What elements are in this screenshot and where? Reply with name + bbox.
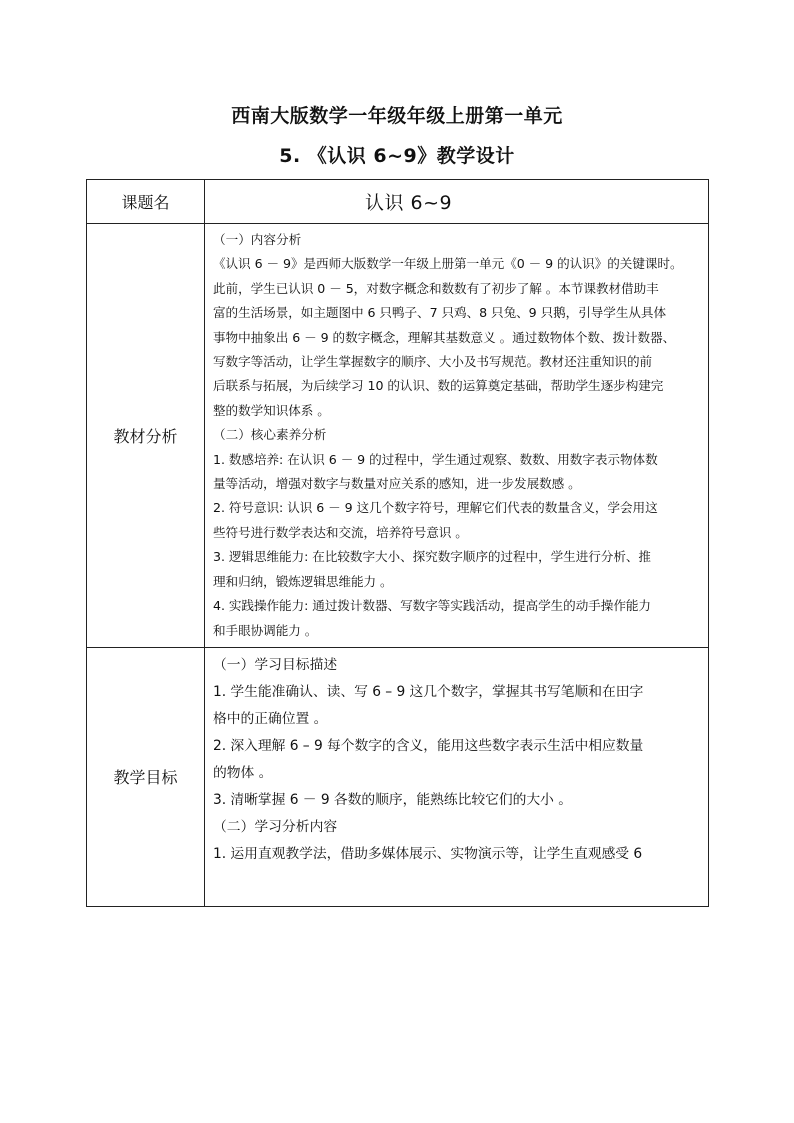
paragraph-line: 后联系与拓展，为后续学习 10 的认识、数的运算奠定基础，帮助学生逐步构建完 <box>213 378 664 394</box>
analysis-section-2-body <box>213 448 702 643</box>
document-subtitle: 5. 《认识 6~9》教学设计 <box>279 145 515 167</box>
table-row-analysis <box>87 224 709 648</box>
goals-section-2-title: （二）学习分析内容 <box>213 818 338 835</box>
goals-label: 教学目标 <box>87 647 205 906</box>
paragraph-line: 1. 数感培养: 在认识 6 － 9 的过程中，学生通过观察、数数、用数字表示物体数 <box>213 451 658 467</box>
paragraph-line: 格中的正确位置 。 <box>213 710 328 727</box>
analysis-section-1-body <box>213 252 702 423</box>
paragraph-line: 写数字等活动，让学生掌握数字的顺序、大小及书写规范。教材还注重知识的前 <box>213 354 653 370</box>
paragraph-line: 2. 符号意识: 认识 6 － 9 这几个数字符号，理解它们代表的数量含义，学会用这 <box>213 500 658 516</box>
paragraph-line: 事物中抽象出 6 － 9 的数字概念，理解其基数意义 。通过数物体个数、拨计数器、 <box>213 329 676 345</box>
paragraph-line: 此前，学生已认识 0 － 5，对数字概念和数数有了初步了解 。本节课教材借助丰 <box>213 280 659 296</box>
paragraph-line: 《认识 6 － 9》是西师大版数学一年级上册第一单元《0 － 9 的认识》的关键课时。 <box>213 256 683 272</box>
paragraph-line: 的物体 。 <box>213 764 273 781</box>
goals-content <box>205 647 709 906</box>
lesson-plan-table <box>86 179 709 907</box>
paragraph-line: 量等活动，增强对数字与数量对应关系的感知，进一步发展数感 。 <box>213 476 581 492</box>
topic-value: 认识 6~9 <box>205 180 709 224</box>
analysis-label: 教材分析 <box>87 224 205 648</box>
paragraph-line: 3. 清晰掌握 6 － 9 各数的顺序，能熟练比较它们的大小 。 <box>213 791 572 808</box>
paragraph-line: 富的生活场景，如主题图中 6 只鸭子、7 只鸡、8 只兔、9 只鹅，引导学生从具体 <box>213 305 667 321</box>
analysis-section-1-title: （一）内容分析 <box>213 232 302 247</box>
table-row-topic <box>87 180 709 224</box>
paragraph-line: 1. 学生能准确认、读、写 6 – 9 这几个数字，掌握其书写笔顺和在田字 <box>213 683 644 700</box>
paragraph-line: 3. 逻辑思维能力: 在比较数字大小、探究数字顺序的过程中，学生进行分析、推 <box>213 549 651 565</box>
analysis-section-2-title: （二）核心素养分析 <box>213 427 327 443</box>
paragraph-line: 和手眼协调能力 。 <box>213 622 318 638</box>
goals-section-1-title: （一）学习目标描述 <box>213 656 338 673</box>
paragraph-line: 1. 运用直观教学法，借助多媒体展示、实物演示等，让学生直观感受 6 <box>213 845 643 862</box>
topic-label: 课题名 <box>87 180 205 224</box>
document-title: 西南大版数学一年级年级上册第一单元 <box>231 105 563 127</box>
paragraph-line: 些符号进行数学表达和交流，培养符号意识 。 <box>213 524 468 540</box>
table-row-goals <box>87 647 709 906</box>
paragraph-line: 理和归纳，锻炼逻辑思维能力 。 <box>213 573 393 589</box>
paragraph-line: 整的数学知识体系 。 <box>213 402 330 418</box>
paragraph-line: 4. 实践操作能力: 通过拨计数器、写数字等实践活动，提高学生的动手操作能力 <box>213 598 651 614</box>
analysis-content <box>205 224 709 648</box>
paragraph-line: 2. 深入理解 6 – 9 每个数字的含义，能用这些数字表示生活中相应数量 <box>213 737 644 754</box>
